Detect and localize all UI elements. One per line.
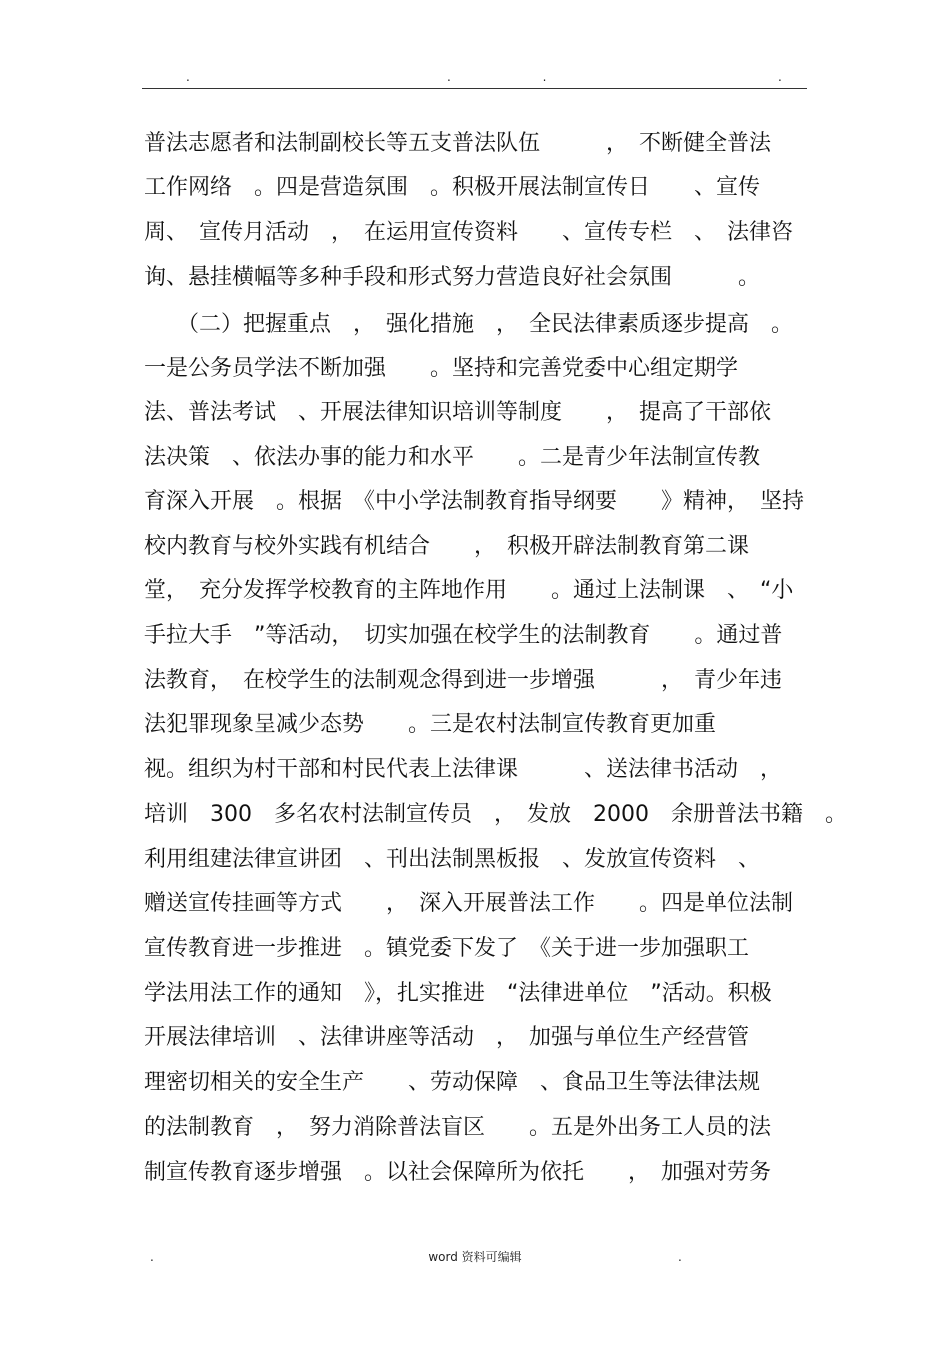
text-line: 法教育， 在校学生的法制观念得到进一步增强 ， 青少年违 <box>144 668 783 693</box>
footer-caption: word 资料可编辑 <box>428 1250 522 1264</box>
text-line: 周、 宣传月活动 ， 在运用宣传资料 、宣传专栏 、 法律咨 <box>144 220 794 245</box>
header-rule <box>142 88 807 89</box>
text-line: 育深入开展 。根据 《中小学法制教育指导纲要 》精神， 坚持 <box>144 489 805 514</box>
text-line: 开展法律培训 、法律讲座等活动 ， 加强与单位生产经营管 <box>144 1025 750 1050</box>
text-line: 询、悬挂横幅等多种手段和形式努力营造良好社会氛围 。 <box>144 265 761 290</box>
text-line: 利用组建法律宣讲团 、刊出法制黑板报 、发放宣传资料 、 <box>144 847 761 872</box>
text-line: 的法制教育 ， 努力消除普法盲区 。五是外出务工人员的法 <box>144 1115 772 1140</box>
text-line: （二）把握重点 ， 强化措施 ， 全民法律素质逐步提高 。 <box>144 312 794 337</box>
text-line: 宣传教育进一步推进 。镇党委下发了 《关于进一步加强职工 <box>144 936 750 961</box>
text-line: 赠送宣传挂画等方式 ， 深入开展普法工作 。四是单位法制 <box>144 891 794 916</box>
text-line: 学法用法工作的通知 》，扎实推进 “法律进单位 ”活动。积极 <box>144 981 772 1006</box>
text-line: 堂， 充分发挥学校教育的主阵地作用 。通过上法制课 、 “小 <box>144 578 794 603</box>
text-line: 培训 300 多名农村法制宣传员 ， 发放 2000 余册普法书籍 。 <box>144 802 847 827</box>
header-mark-center: . . <box>447 70 591 84</box>
text-line: 法犯罪现象呈减少态势 。三是农村法制宣传教育更加重 <box>144 712 717 737</box>
text-line: 视。组织为村干部和村民代表上法律课 、送法律书活动 ， <box>144 757 783 782</box>
text-line: 法、普法考试 、开展法律知识培训等制度 ， 提高了干部依 <box>144 400 772 425</box>
text-line: 制宣传教育逐步增强 。以社会保障所为依托 ， 加强对劳务 <box>144 1160 772 1185</box>
text-line: 校内教育与校外实践有机结合 ， 积极开辟法制教育第二课 <box>144 534 750 559</box>
text-line: 理密切相关的安全生产 、劳动保障 、食品卫生等法律法规 <box>144 1070 761 1095</box>
header-mark-right: . <box>778 70 782 84</box>
text-line: 手拉大手 ”等活动， 切实加强在校学生的法制教育 。通过普 <box>144 623 783 648</box>
footer-mark-left: . <box>150 1250 154 1264</box>
text-line: 法决策 、依法办事的能力和水平 。二是青少年法制宣传教 <box>144 445 761 470</box>
footer-mark-right: . <box>678 1250 682 1264</box>
text-line: 普法志愿者和法制副校长等五支普法队伍 ， 不断健全普法 <box>144 131 772 156</box>
text-line: 工作网络 。四是营造氛围 。积极开展法制宣传日 、宣传 <box>144 175 761 200</box>
text-line: 一是公务员学法不断加强 。坚持和完善党委中心组定期学 <box>144 356 739 381</box>
header-mark-left: . <box>186 70 190 84</box>
